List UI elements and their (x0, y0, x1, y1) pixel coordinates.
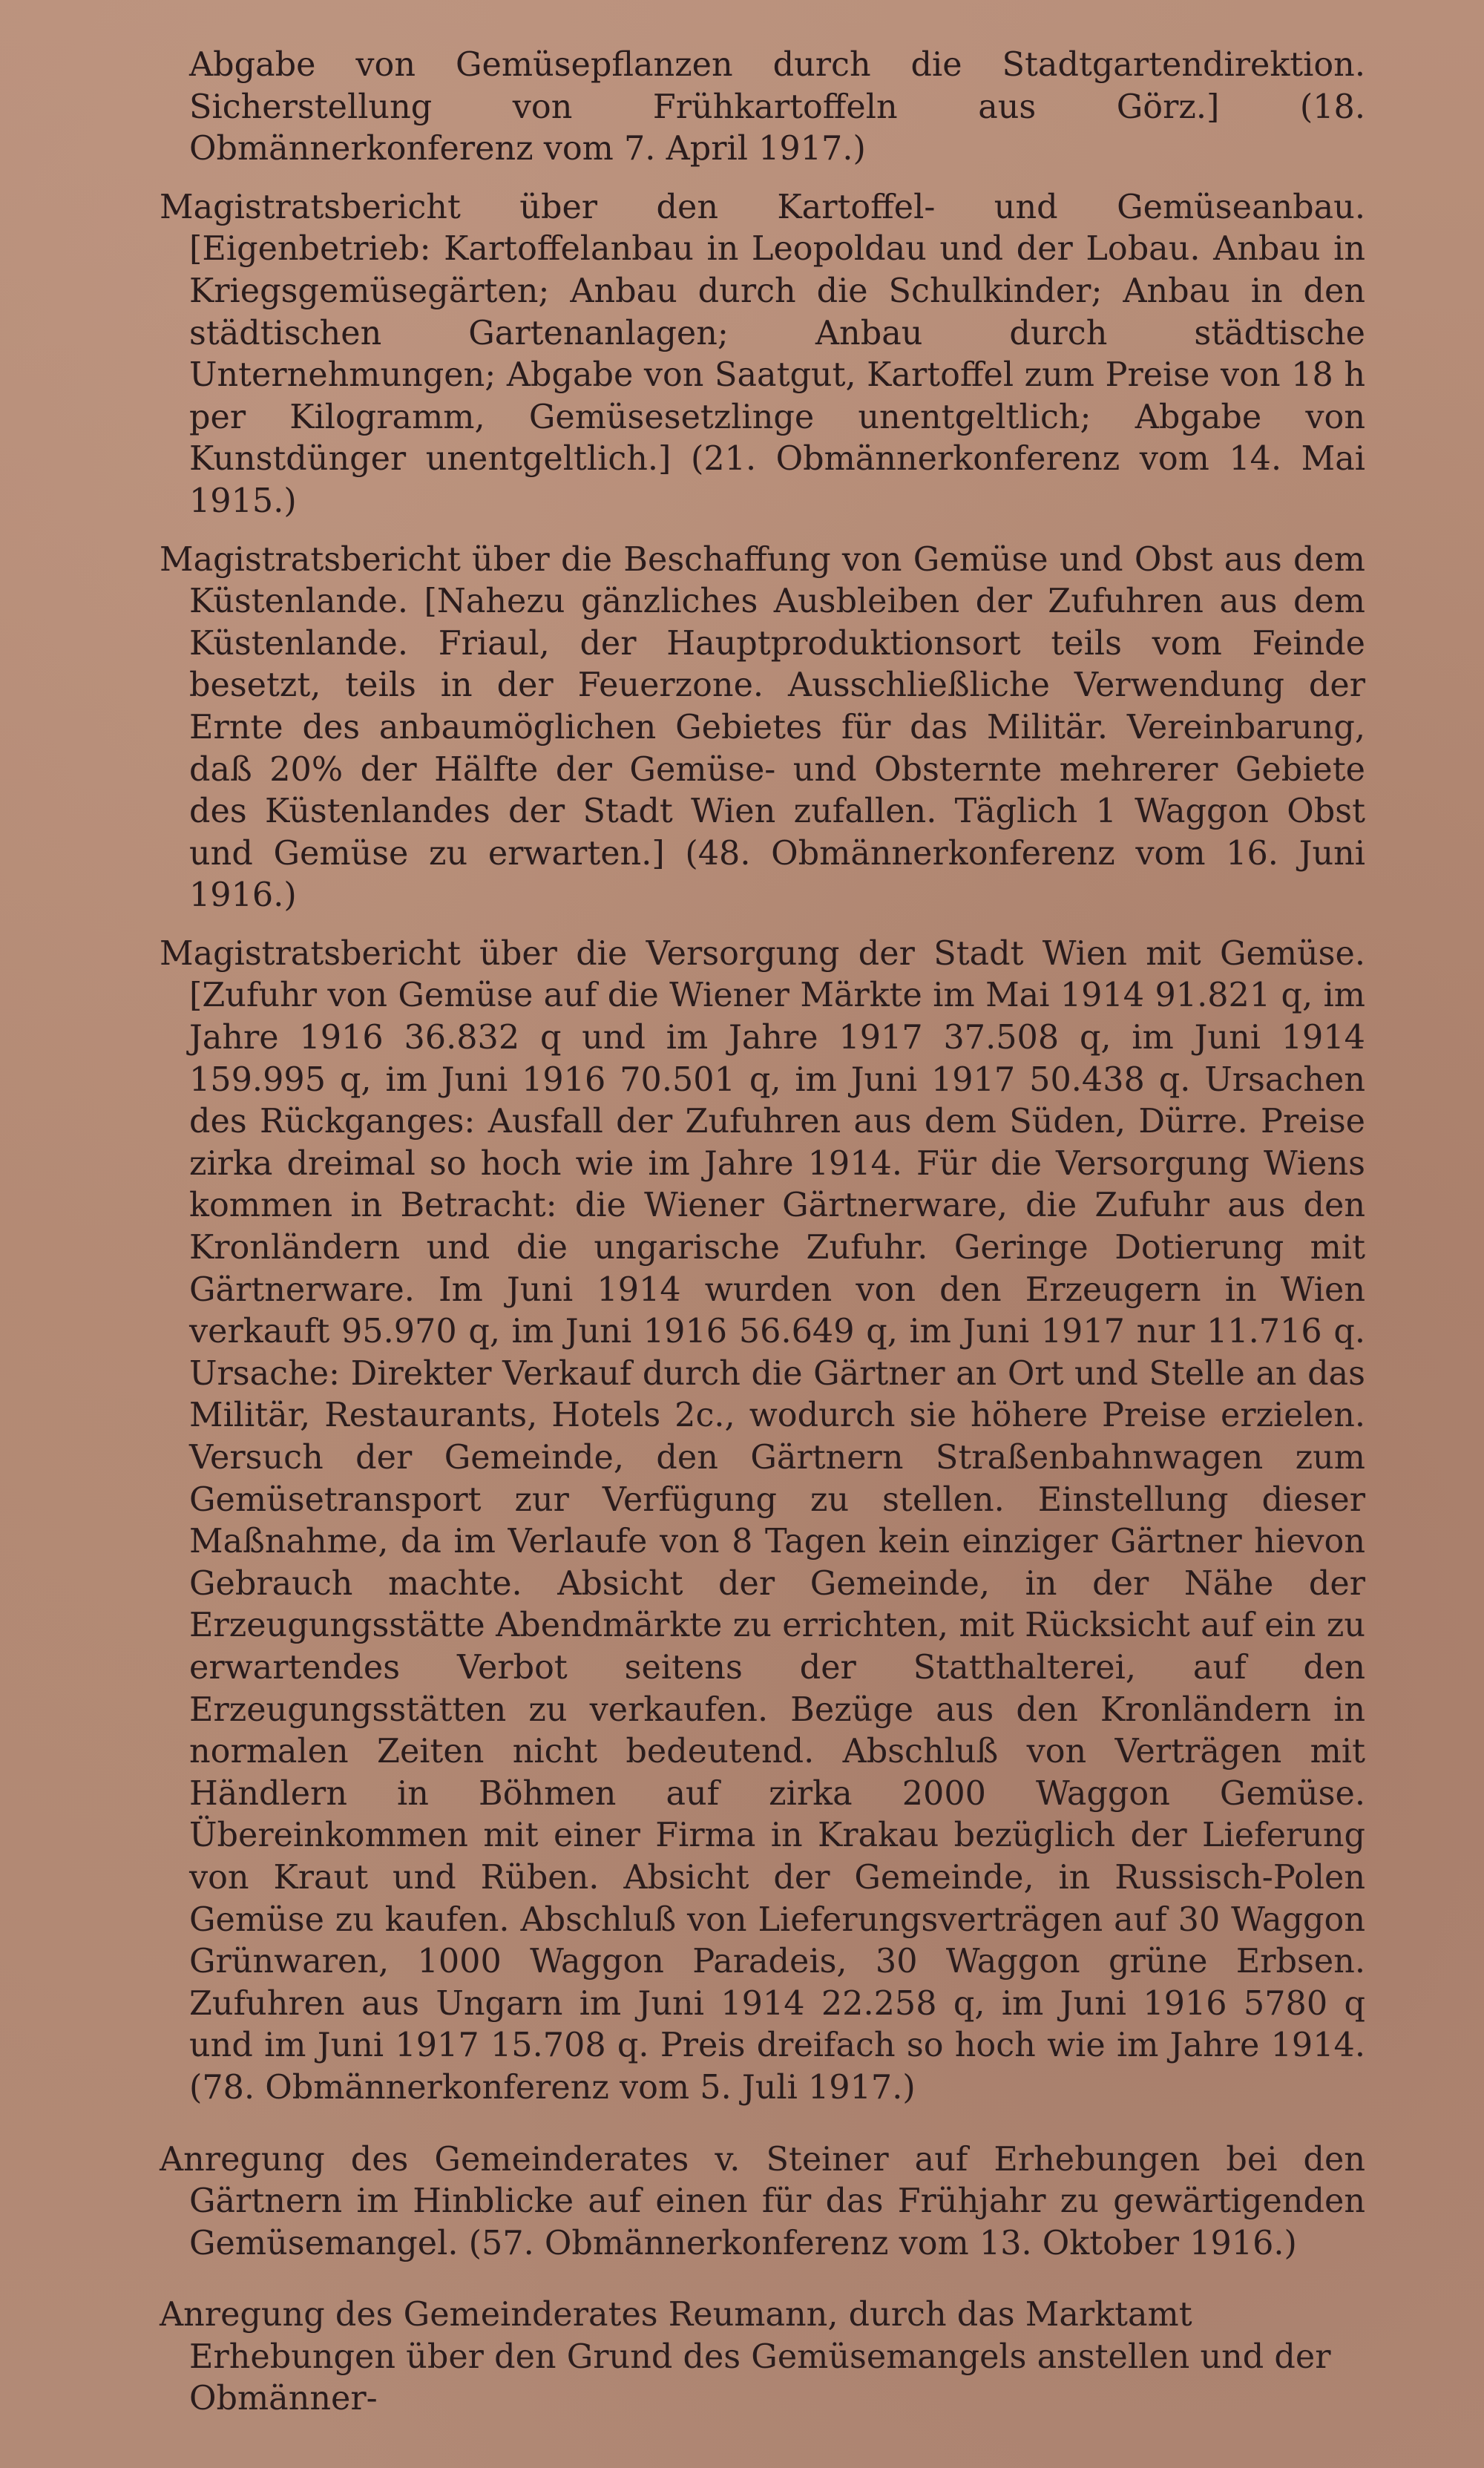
entry-versorgung-gemuese: Magistratsbericht über die Versorgung der Stadt Wien mit Gemüse. [Zufuhr von Gemüse auf die Wiener Märkte im Mai 1914 91.821 q, im Jahre 1916 36.832 q und im Jahre 1917 37.508 q, im Juni 1914 159.995 q, im Juni 1916 70.501 q, im Juni 1917 50.438 q. Ursachen des Rückganges: Ausfall der Zufuhren aus dem Süden, Dürre. Preise zirka dreimal so hoch wie im Jahre 1914. Für die Versorgung Wiens kommen in Betracht: die Wiener Gärtnerware, die Zufuhr aus den Kronländern und die ungarische Zufuhr. Geringe Dotierung mit Gärtnerware. Im Juni 1914 wurden von den Erzeugern in Wien verkauft 95.970 q, im Juni 1916 56.649 q, im Juni 1917 nur 11.716 q. Ursache: Direkter Verkauf durch die Gärtner an Ort und Stelle an das Militär, Restaurants, Hotels 2c., wodurch sie höhere Preise erzielen. Versuch der Gemeinde, den Gärtnern Straßenbahnwagen zum Gemüsetransport zur Verfügung zu stellen. Einstellung dieser Maßnahme, da im Verlaufe von 8 Tagen kein einziger Gärtner hievon Gebrauch machte. Absicht der Gemeinde, in der Nähe der Erzeugungsstätte Abendmärkte zu errichten, mit Rücksicht auf ein zu erwartendes Verbot seitens der Statthalterei, auf den Erzeugungsstätten zu verkaufen. Bezüge aus den Kronländern in normalen Zeiten nicht bedeutend. Abschluß von Verträgen mit Händlern in Böhmen auf zirka 2000 Waggon Gemüse. Übereinkommen mit einer Firma in Krakau bezüglich der Lieferung von Kraut und Rüben. Absicht der Gemeinde, in Russisch-Polen Gemüse zu kaufen. Abschluß von Lieferungsverträgen auf 30 Waggon Grünwaren, 1000 Waggon Paradeis, 30 Waggon grüne Erbsen. Zufuhren aus Ungarn im Juni 1914 22.258 q, im Juni 1916 5780 q und im Juni 1917 15.708 q. Preis dreifach so hoch wie im Jahre 1914. (78. Obmännerkonferenz vom 5. Juli 1917.) (160, 934, 1365, 2107)
entry-anregung-reumann: Anregung des Gemeinderates Reumann, durch das Marktamt Erhebungen über den Grund des Gemüsemangels anstellen und der Obmänner- (160, 2296, 1331, 2418)
entry-list (160, 45, 1365, 2437)
entry-continued: Abgabe von Gemüsepflanzen durch die Stadtgartendirektion. Sicherstellung von Frühkartoffeln aus Görz.] (18. Obmännerkonferenz vom 7. April 1917.) (189, 46, 1365, 168)
entry-kartoffel-gemueseanbau: Magistratsbericht über den Kartoffel- und Gemüseanbau. [Eigenbetrieb: Kartoffelanbau in Leopoldau und der Lobau. Anbau in Kriegsgemüsegärten; Anbau durch die Schulkinder; Anbau in den städtischen Gartenanlagen; Anbau durch städtische Unternehmungen; Abgabe von Saatgut, Kartoffel zum Preise von 18 h per Kilogramm, Gemüsesetzlinge unentgeltlich; Abgabe von Kunstdünger unentgeltlich.] (21. Obmännerkonferenz vom 14. Mai 1915.) (160, 188, 1365, 520)
entry-anregung-steiner: Anregung des Gemeinderates v. Steiner auf Erhebungen bei den Gärtnern im Hinblicke auf einen für das Frühjahr zu gewärtigenden Gemüsemangel. (57. Obmännerkonferenz vom 13. Oktober 1916.) (160, 2140, 1365, 2262)
entry-kuestenlande: Magistratsbericht über die Beschaffung von Gemüse und Obst aus dem Küstenlande. [Nahezu gänzliches Ausbleiben der Zufuhren aus dem Küstenlande. Friaul, der Hauptproduktionsort teils vom Feinde besetzt, teils in der Feuerzone. Ausschließliche Verwendung der Ernte des anbaumöglichen Gebietes für das Militär. Vereinbarung, daß 20% der Hälfte der Gemüse- und Obsternte mehrerer Gebiete des Küstenlandes der Stadt Wien zufallen. Täglich 1 Waggon Obst und Gemüse zu erwarten.] (48. Obmännerkonferenz vom 16. Juni 1916.) (160, 540, 1365, 915)
